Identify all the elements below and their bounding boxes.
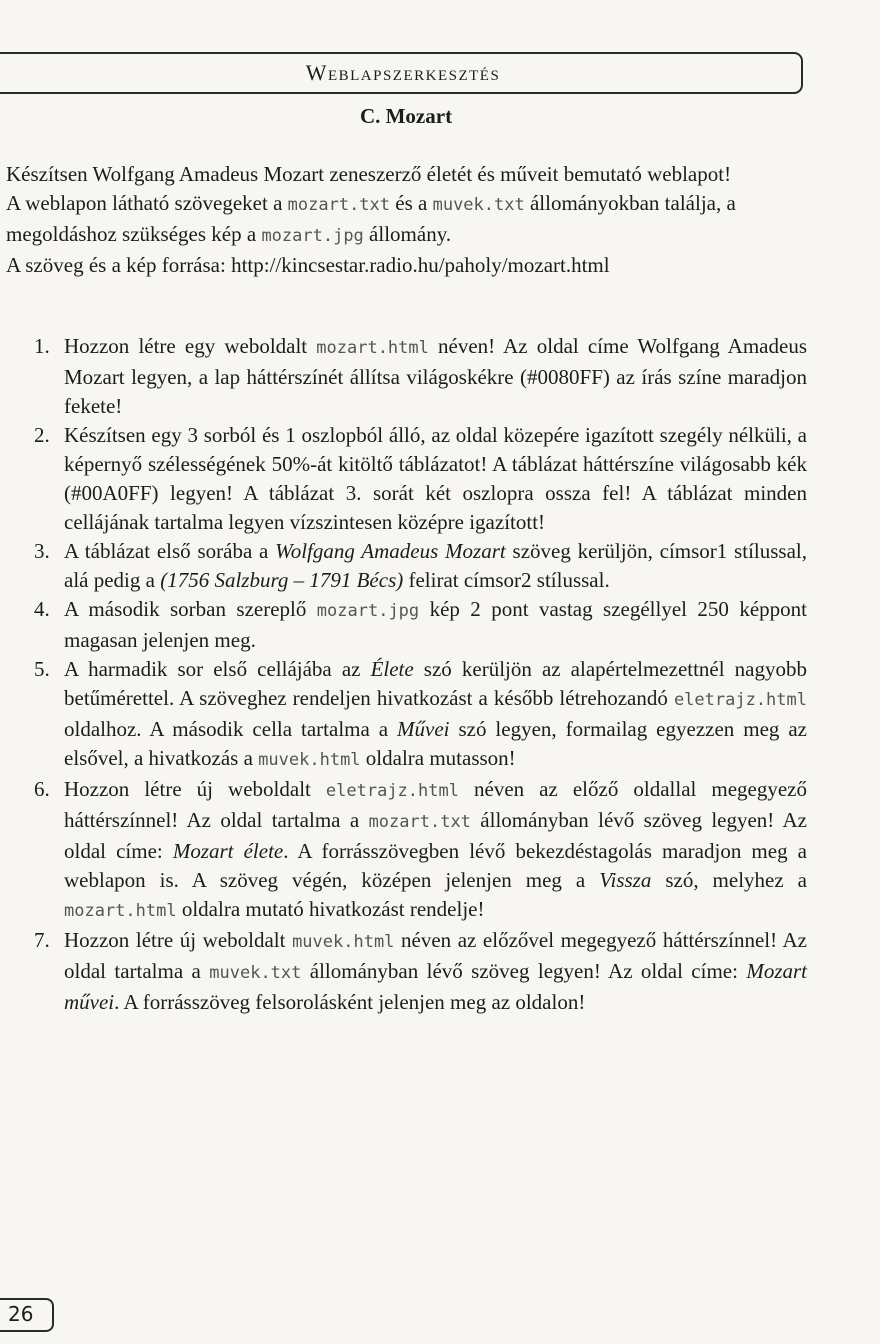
task-item-4 [26,595,807,655]
filename: muvek.html [258,750,361,770]
task-number: 5. [34,657,50,681]
task-item-7 [26,926,807,1017]
italic-text: Élete [370,657,414,681]
text-run: Hozzon létre új weboldalt [64,777,326,801]
filename: muvek.html [292,932,395,952]
filename: mozart.html [316,338,429,358]
task-number: 6. [34,777,50,801]
filename: muvek.txt [209,963,302,983]
text-run: . A forrásszöveg felsorolásként jelenjen meg az oldalon! [114,990,586,1014]
italic-text: Mozart művei [64,959,808,1014]
filename: eletrajz.html [325,781,459,801]
text-run: állományban lévő szöveg legyen! Az oldal címe: [301,959,747,983]
intro-paragraph-3: A szöveg és a kép forrása: http://kincsestar.radio.hu/paholy/mozart.html [6,253,610,277]
intro-paragraph-2 [6,189,806,251]
filename: mozart.jpg [316,601,420,621]
task-list [26,332,807,1017]
italic-text: (1756 Salzburg – 1791 Bécs) [160,568,404,592]
text-run: és a [390,191,433,215]
text-run: szó kerüljön az alapértelmezettnél nagyobb betűmérettel. A szöveghez rendeljen hivatkozást a később létrehozandó [64,657,807,710]
text-run: Hozzon létre egy weboldalt [64,334,317,358]
task-number: 3. [34,539,50,563]
exercise-title: C. Mozart [359,104,453,128]
text-run: kép 2 pont vastag szegéllyel 250 képpont magasan jelenjen meg. [64,597,807,652]
text-run: állományokban találja, a megoldáshoz szükséges kép a [6,191,736,246]
text-run: A harmadik sor első cellájába az [64,657,371,681]
text-run: A táblázat első sorába a [64,539,276,563]
task-number: 4. [34,597,50,621]
text-run: A második sorban szereplő [64,597,317,621]
filename: muvek.txt [432,195,525,215]
section-title: Weblapszerkesztés [305,60,501,85]
intro-paragraph-1: Készítsen Wolfgang Amadeus Mozart zeneszerző életét és műveit bemutató weblapot! [6,162,732,186]
text-run: A weblapon látható szövegeket a [6,191,288,215]
task-item-1 [26,332,807,421]
text-run: Készítsen egy 3 sorból és 1 oszlopból álló, az oldal közepére igazított szegély nélküli, a képernyő szélességének 50%-át kitöltő táblázatot! A táblázat háttérszíne világosabb kék (#00A0FF) legyen! A táblázat 3. sorát két oszlopra ossza fel! A táblázat minden cellájának tartalma legyen vízszintesen középre igazított! [64,423,807,534]
text-run: oldalra mutasson! [360,746,516,770]
italic-text: Mozart élete [172,839,284,863]
filename: mozart.jpg [261,226,364,246]
text-run: . A forrásszövegben lévő bekezdéstagolás maradjon meg a weblapon is. A szöveg végén, középen jelenjen meg a [64,839,807,892]
filename: mozart.txt [368,812,471,832]
text-run: felirat címsor2 stílussal. [403,568,610,592]
italic-text: Művei [397,717,450,741]
intro-text [6,160,806,280]
text-run: állomány. [363,222,452,246]
filename: mozart.txt [287,195,391,215]
italic-text: Wolfgang Amadeus Mozart [275,539,506,563]
text-run: szó legyen, formailag egyezzen meg az elsővel, a hivatkozás a [64,717,807,770]
task-number: 2. [34,423,50,447]
text-run: Hozzon létre új weboldalt [64,928,293,952]
text-run: oldalhoz. A második cella tartalma a [64,717,398,741]
italic-text: Vissza [599,868,652,892]
task-item-3 [26,537,807,595]
text-run: oldalra mutató hivatkozást rendelje! [176,897,485,921]
filename: mozart.html [64,901,177,921]
text-run: szöveg kerüljön, címsor1 stílussal, alá pedig a [64,539,807,592]
page-number: 26 [8,1302,34,1326]
task-number: 1. [34,334,50,358]
task-item-6 [26,775,807,926]
filename: eletrajz.html [673,690,807,710]
text-run: állományban lévő szöveg legyen! Az oldal címe: [64,808,807,863]
task-number: 7. [34,928,50,952]
text-run: néven az előző oldallal megegyező háttérszínnel! Az oldal tartalma a [64,777,807,832]
task-item-2 [26,421,807,537]
text-run: szó, melyhez a [651,868,807,892]
task-item-5 [26,655,807,775]
text-run: néven! Az oldal címe Wolfgang Amadeus Mozart legyen, a lap háttérszínét állítsa világoskékre (#0080FF) az írás színe maradjon fekete! [64,334,807,418]
text-run: néven az előzővel megegyező háttérszínnel! Az oldal tartalma a [64,928,808,983]
